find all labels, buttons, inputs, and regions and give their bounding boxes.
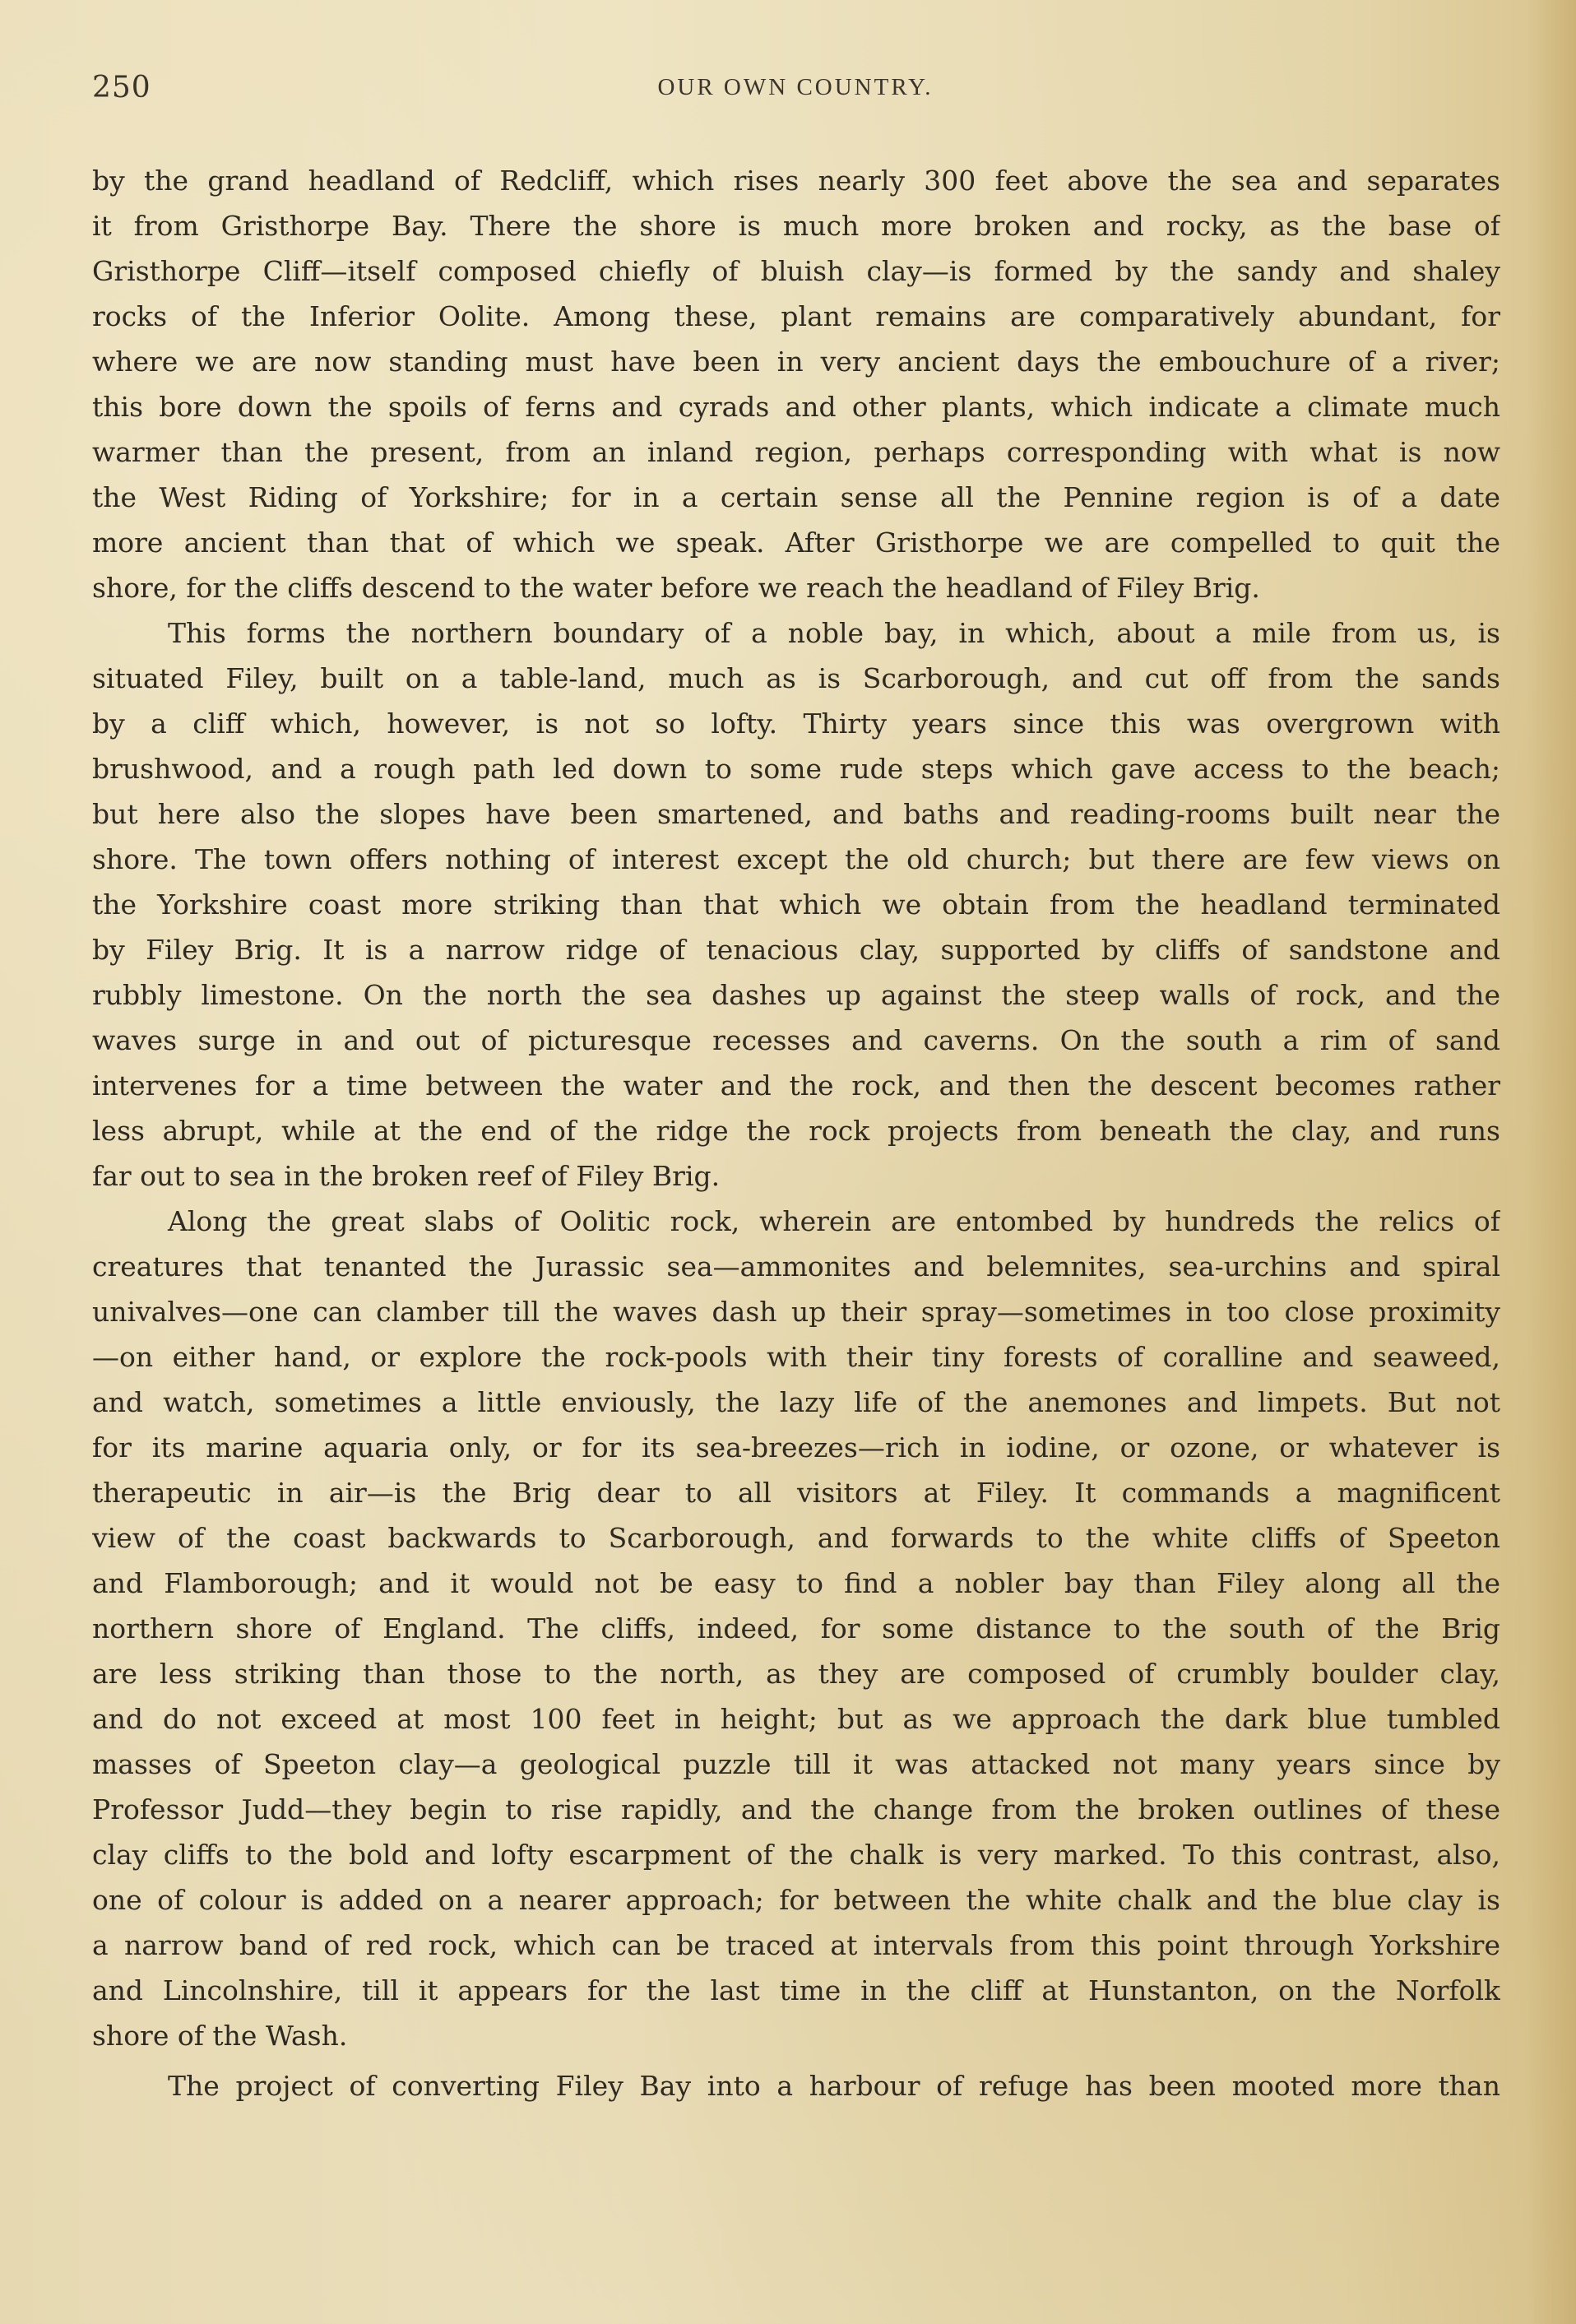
- text-line: but here also the slopes have been smartened, and baths and reading-rooms built near the: [92, 798, 1500, 830]
- text-line: shore of the Wash.: [92, 2020, 348, 2052]
- text-line: Professor Judd—they begin to rise rapidly, and the change from the broken outlines of these: [92, 1793, 1500, 1825]
- page-number: 250: [92, 71, 151, 104]
- text-line: clay cliffs to the bold and lofty escarpment of the chalk is very marked. To this contrast, also,: [92, 1839, 1500, 1871]
- text-line: therapeutic in air—is the Brig dear to all visitors at Filey. It commands a magnificent: [92, 1477, 1500, 1509]
- text-line: univalves—one can clamber till the waves dash up their spray—sometimes in too close proximity: [92, 1296, 1500, 1328]
- text-line: this bore down the spoils of ferns and cyrads and other plants, which indicate a climate much: [92, 391, 1500, 423]
- text-line: more ancient than that of which we speak. After Gristhorpe we are compelled to quit the: [92, 526, 1500, 559]
- text-line: by the grand headland of Redcliff, which rises nearly 300 feet above the sea and separates: [92, 165, 1500, 197]
- text-line: shore. The town offers nothing of interest except the old church; but there are few views on: [92, 843, 1500, 875]
- text-line: the West Riding of Yorkshire; for in a certain sense all the Pennine region is of a date: [92, 481, 1500, 513]
- text-line: by Filey Brig. It is a narrow ridge of tenacious clay, supported by cliffs of sandstone and: [92, 934, 1500, 966]
- text-line: and do not exceed at most 100 feet in height; but as we approach the dark blue tumbled: [92, 1703, 1500, 1735]
- text-line: for its marine aquaria only, or for its sea-breezes—rich in iodine, or ozone, or whatever is: [92, 1431, 1500, 1464]
- text-line: The project of converting Filey Bay into a harbour of refuge has been mooted more than: [168, 2070, 1500, 2102]
- text-line: and watch, sometimes a little enviously, the lazy life of the anemones and limpets. But not: [92, 1386, 1500, 1418]
- text-line: Gristhorpe Cliff—itself composed chiefly of bluish clay—is formed by the sandy and shaley: [92, 255, 1500, 287]
- text-line: northern shore of England. The cliffs, indeed, for some distance to the south of the Brig: [92, 1612, 1500, 1644]
- text-line: and Flamborough; and it would not be easy to find a nobler bay than Filey along all the: [92, 1567, 1500, 1599]
- text-line: rocks of the Inferior Oolite. Among these, plant remains are comparatively abundant, for: [92, 300, 1500, 332]
- text-line: warmer than the present, from an inland region, perhaps corresponding with what is now: [92, 436, 1500, 468]
- text-line: Along the great slabs of Oolitic rock, wherein are entombed by hundreds the relics of: [168, 1205, 1500, 1237]
- text-line: brushwood, and a rough path led down to some rude steps which gave access to the beach;: [92, 753, 1500, 785]
- text-line: waves surge in and out of picturesque recesses and caverns. On the south a rim of sand: [92, 1024, 1500, 1056]
- text-line: it from Gristhorpe Bay. There the shore is much more broken and rocky, as the base of: [92, 210, 1500, 242]
- text-line: masses of Speeton clay—a geological puzzle till it was attacked not many years since by: [92, 1748, 1500, 1780]
- body-text: [92, 158, 1500, 2108]
- text-line: This forms the northern boundary of a noble bay, in which, about a mile from us, is: [168, 617, 1500, 649]
- running-head: OUR OWN COUNTRY.: [657, 74, 934, 100]
- page-edge-shadow: [1527, 0, 1576, 2324]
- text-line: less abrupt, while at the end of the ridge the rock projects from beneath the clay, and runs: [92, 1115, 1500, 1147]
- text-line: where we are now standing must have been in very ancient days the embouchure of a river;: [92, 346, 1500, 378]
- text-line: shore, for the cliffs descend to the water before we reach the headland of Filey Brig.: [92, 572, 1260, 604]
- text-line: the Yorkshire coast more striking than that which we obtain from the headland terminated: [92, 888, 1500, 921]
- text-line: view of the coast backwards to Scarborough, and forwards to the white cliffs of Speeton: [92, 1522, 1500, 1554]
- text-line: by a cliff which, however, is not so lofty. Thirty years since this was overgrown with: [92, 707, 1500, 740]
- page-header: [92, 71, 1499, 120]
- text-line: creatures that tenanted the Jurassic sea—ammonites and belemnites, sea-urchins and spiral: [92, 1250, 1500, 1283]
- text-line: situated Filey, built on a table-land, much as is Scarborough, and cut off from the sands: [92, 662, 1500, 694]
- text-line: —on either hand, or explore the rock-pools with their tiny forests of coralline and seaweed,: [92, 1341, 1500, 1373]
- text-line: and Lincolnshire, till it appears for the last time in the cliff at Hunstanton, on the Norfolk: [92, 1974, 1500, 2006]
- text-line: rubbly limestone. On the north the sea dashes up against the steep walls of rock, and the: [92, 979, 1500, 1011]
- text-line: one of colour is added on a nearer approach; for between the white chalk and the blue clay is: [92, 1884, 1500, 1916]
- text-line: a narrow band of red rock, which can be traced at intervals from this point through Yorkshire: [92, 1929, 1500, 1961]
- text-line: far out to sea in the broken reef of Filey Brig.: [92, 1160, 721, 1192]
- text-line: are less striking than those to the north, as they are composed of crumbly boulder clay,: [92, 1658, 1500, 1690]
- text-line: intervenes for a time between the water and the rock, and then the descent becomes rather: [92, 1069, 1500, 1102]
